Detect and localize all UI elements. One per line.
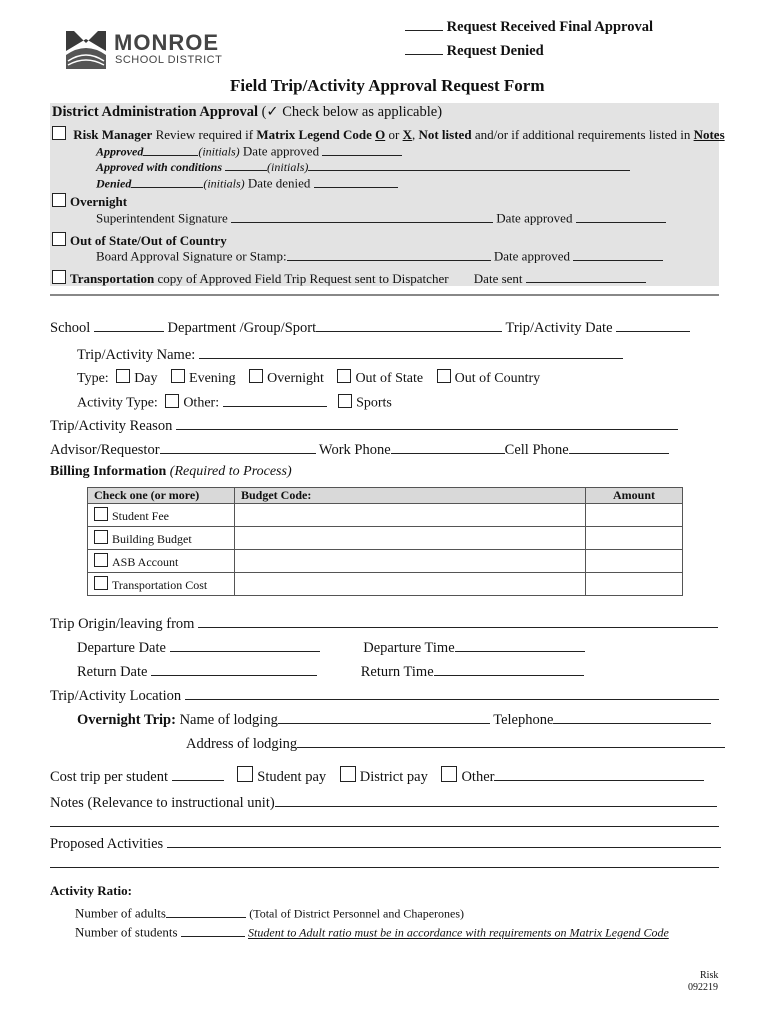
divider	[50, 294, 719, 296]
overnight-approval-checkbox[interactable]	[52, 193, 66, 207]
overnight-approval-row: Overnight	[52, 193, 127, 210]
asb-account-checkbox[interactable]	[94, 553, 108, 567]
return-date-field[interactable]	[151, 662, 317, 676]
student-pay-checkbox[interactable]	[237, 766, 253, 782]
superintendent-signature-field[interactable]	[231, 210, 493, 223]
footer-code: 092219	[688, 982, 718, 993]
origin-field[interactable]	[198, 614, 718, 628]
received-blank[interactable]	[405, 17, 443, 31]
lodging-name-field[interactable]	[278, 710, 490, 724]
board-signature-field[interactable]	[287, 248, 491, 261]
board-row: Board Approval Signature or Stamp: Date approved	[96, 248, 663, 265]
school-row: School Department /Group/Sport Trip/Activity Date	[50, 318, 690, 337]
address-row: Address of lodging	[186, 734, 725, 753]
risk-conditions-field[interactable]	[308, 159, 630, 171]
students-row: Number of students Student to Adult ratio must be in accordance with requirements on Matrix Legend Code	[75, 924, 669, 940]
header-budget-code: Budget Code:	[235, 488, 586, 504]
oos-approval-row: Out of State/Out of Country	[52, 232, 227, 249]
risk-approved-row: Approved (initials) Date approved	[96, 143, 402, 160]
departure-row: Departure Date Departure Time	[77, 638, 585, 657]
amount-cell[interactable]	[586, 573, 683, 596]
location-row: Trip/Activity Location	[50, 686, 719, 705]
type-out-of-country-checkbox[interactable]	[437, 369, 451, 383]
ratio-heading: Activity Ratio:	[50, 883, 132, 898]
logo-subtitle: SCHOOL DISTRICT	[115, 54, 223, 66]
risk-denied-row: Denied (initials) Date denied	[96, 175, 398, 192]
transportation-cost-checkbox[interactable]	[94, 576, 108, 590]
advisor-field[interactable]	[160, 440, 316, 454]
risk-manager-checkbox[interactable]	[52, 126, 66, 140]
risk-date-denied-field[interactable]	[314, 175, 398, 188]
amount-cell[interactable]	[586, 527, 683, 550]
return-time-field[interactable]	[434, 662, 584, 676]
header-amount: Amount	[586, 488, 683, 504]
reason-field[interactable]	[176, 416, 678, 430]
cost-row: Cost trip per student Student pay District pay Other	[50, 766, 704, 786]
billing-table	[87, 487, 683, 596]
notes-row: Notes (Relevance to instructional unit)	[50, 793, 717, 812]
cost-field[interactable]	[172, 767, 224, 781]
superintendent-row: Superintendent Signature Date approved	[96, 210, 666, 227]
board-date-field[interactable]	[573, 248, 663, 261]
status-denied: Request Denied	[405, 41, 544, 60]
return-row: Return Date Return Time	[77, 662, 584, 681]
transportation-row: Transportation copy of Approved Field Trip Request sent to Dispatcher Date sent	[52, 270, 646, 287]
superintendent-date-field[interactable]	[576, 210, 666, 223]
adults-row: Number of adults (Total of District Personnel and Chaperones)	[75, 905, 465, 921]
building-budget-checkbox[interactable]	[94, 530, 108, 544]
lodging-phone-field[interactable]	[553, 710, 711, 724]
notes-field[interactable]	[275, 793, 717, 807]
billing-heading: Billing Information (Required to Process)	[50, 464, 292, 479]
form-title: Field Trip/Activity Approval Request Form	[230, 76, 545, 95]
amount-cell[interactable]	[586, 504, 683, 527]
location-field[interactable]	[185, 686, 719, 700]
departure-time-field[interactable]	[455, 638, 585, 652]
lodging-address-field[interactable]	[297, 734, 725, 748]
student-fee-checkbox[interactable]	[94, 507, 108, 521]
students-field[interactable]	[181, 924, 245, 937]
activity-other-field[interactable]	[223, 393, 327, 407]
type-day-checkbox[interactable]	[116, 369, 130, 383]
proposed-row: Proposed Activities	[50, 834, 721, 853]
transportation-checkbox[interactable]	[52, 270, 66, 284]
monroe-logo-icon	[64, 27, 108, 71]
reason-row: Trip/Activity Reason	[50, 416, 678, 435]
lodging-row: Overnight Trip: Name of lodging Telephone	[77, 710, 711, 729]
footer-risk: Risk	[700, 970, 719, 981]
risk-conditions-row: Approved with conditions (initials)	[96, 159, 630, 175]
notes-line-2[interactable]	[50, 826, 719, 827]
oos-approval-checkbox[interactable]	[52, 232, 66, 246]
type-overnight-checkbox[interactable]	[249, 369, 263, 383]
budget-code-cell[interactable]	[235, 550, 586, 573]
logo-name: MONROE	[114, 30, 219, 55]
type-evening-checkbox[interactable]	[171, 369, 185, 383]
amount-cell[interactable]	[586, 550, 683, 573]
table-row: Student Fee	[88, 504, 683, 527]
trip-date-field[interactable]	[616, 318, 690, 332]
table-row: Transportation Cost	[88, 573, 683, 596]
origin-row: Trip Origin/leaving from	[50, 614, 718, 633]
school-field[interactable]	[94, 318, 164, 332]
cell-phone-field[interactable]	[569, 440, 669, 454]
admin-heading: District Administration Approval (✓ Check below as applicable)	[52, 104, 443, 120]
budget-code-cell[interactable]	[235, 504, 586, 527]
activity-other-checkbox[interactable]	[165, 394, 179, 408]
header-check: Check one (or more)	[88, 488, 235, 504]
work-phone-field[interactable]	[391, 440, 505, 454]
risk-date-approved-field[interactable]	[322, 143, 402, 156]
proposed-line-2[interactable]	[50, 867, 719, 868]
budget-code-cell[interactable]	[235, 573, 586, 596]
risk-manager-row: Risk Manager Review required if Matrix Legend Code O or X, Not listed and/or if additional requirements listed in Notes	[52, 126, 725, 143]
table-header-row	[88, 488, 683, 504]
trip-name-row: Trip/Activity Name:	[77, 345, 623, 364]
type-row: Type: Day Evening Overnight Out of State Out of Country	[77, 371, 541, 386]
district-pay-checkbox[interactable]	[340, 766, 356, 782]
other-pay-field[interactable]	[494, 767, 704, 781]
transport-date-field[interactable]	[526, 270, 646, 283]
proposed-field[interactable]	[167, 834, 721, 848]
department-field[interactable]	[316, 318, 502, 332]
table-row: ASB Account	[88, 550, 683, 573]
trip-name-field[interactable]	[199, 345, 623, 359]
other-pay-checkbox[interactable]	[441, 766, 457, 782]
activity-sports-checkbox[interactable]	[338, 394, 352, 408]
budget-code-cell[interactable]	[235, 527, 586, 550]
adults-field[interactable]	[166, 905, 246, 918]
denied-blank[interactable]	[405, 41, 443, 55]
departure-date-field[interactable]	[170, 638, 320, 652]
status-received: Request Received Final Approval	[405, 17, 653, 36]
advisor-row: Advisor/Requestor Work Phone Cell Phone	[50, 440, 669, 459]
type-out-of-state-checkbox[interactable]	[337, 369, 351, 383]
activity-type-row: Activity Type: Other: Sports	[77, 393, 392, 412]
table-row: Building Budget	[88, 527, 683, 550]
